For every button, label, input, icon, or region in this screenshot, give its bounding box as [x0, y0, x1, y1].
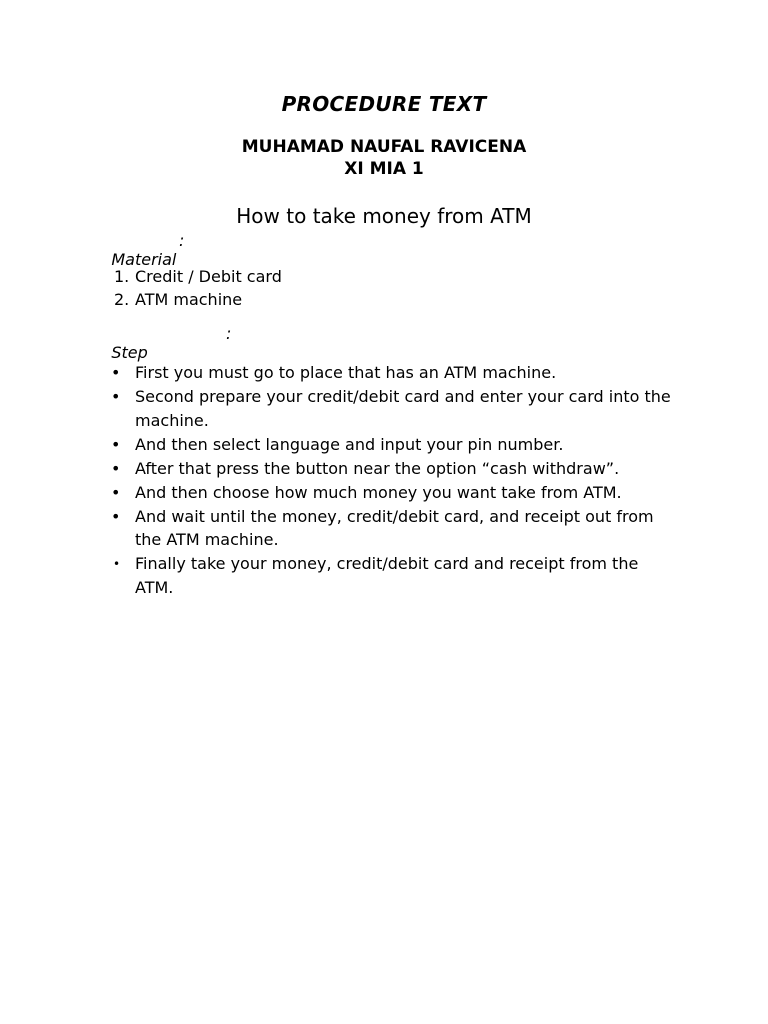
- bullet-icon: •: [111, 387, 121, 406]
- bullet-icon: •: [111, 363, 121, 382]
- step-text: First you must go to place that has an ATM machine.: [135, 363, 557, 382]
- bullet-icon: •: [111, 506, 121, 526]
- step-text: Second prepare your credit/debit card and enter your card into the machine.: [135, 387, 671, 430]
- step-text: And then select language and input your pin number.: [135, 434, 564, 454]
- step-item: [0, 361, 675, 385]
- material-number: 2.: [114, 290, 130, 309]
- author-name: MUHAMAD NAUFAL RAVICENA: [241, 137, 527, 157]
- material-number: 1.: [114, 267, 130, 286]
- step-item: [0, 481, 675, 505]
- bullet-icon: •: [111, 458, 121, 478]
- step-colon: :: [226, 324, 232, 343]
- bullet-icon: •: [113, 557, 121, 571]
- step-item: [0, 457, 675, 481]
- step-text: Finally take your money, credit/debit card and receipt from the ATM.: [135, 554, 639, 597]
- procedure-subtitle: How to take money from ATM: [236, 204, 532, 228]
- step-text: After that press the button near the option “cash withdraw”.: [135, 458, 620, 478]
- steps-list: [0, 361, 768, 600]
- material-item: [0, 288, 282, 311]
- material-colon: :: [179, 231, 185, 250]
- material-label: Material: [111, 250, 177, 269]
- materials-list: [0, 265, 282, 311]
- step-text: And wait until the money, credit/debit card, and receipt out from the ATM machine.: [135, 506, 654, 549]
- step-label: Step: [111, 343, 148, 362]
- document-title: PROCEDURE TEXT: [281, 92, 487, 116]
- material-item: [0, 265, 282, 288]
- bullet-icon: •: [111, 482, 121, 502]
- step-item: [0, 433, 675, 457]
- bullet-icon: •: [111, 434, 121, 454]
- class-name: XI MIA 1: [344, 159, 424, 179]
- material-text: ATM machine: [135, 290, 243, 309]
- step-item: [0, 385, 675, 432]
- step-item: [0, 505, 675, 552]
- material-text: Credit / Debit card: [135, 267, 282, 286]
- step-text: And then choose how much money you want take from ATM.: [135, 482, 622, 502]
- author-block: [0, 136, 768, 180]
- step-item: [0, 552, 675, 599]
